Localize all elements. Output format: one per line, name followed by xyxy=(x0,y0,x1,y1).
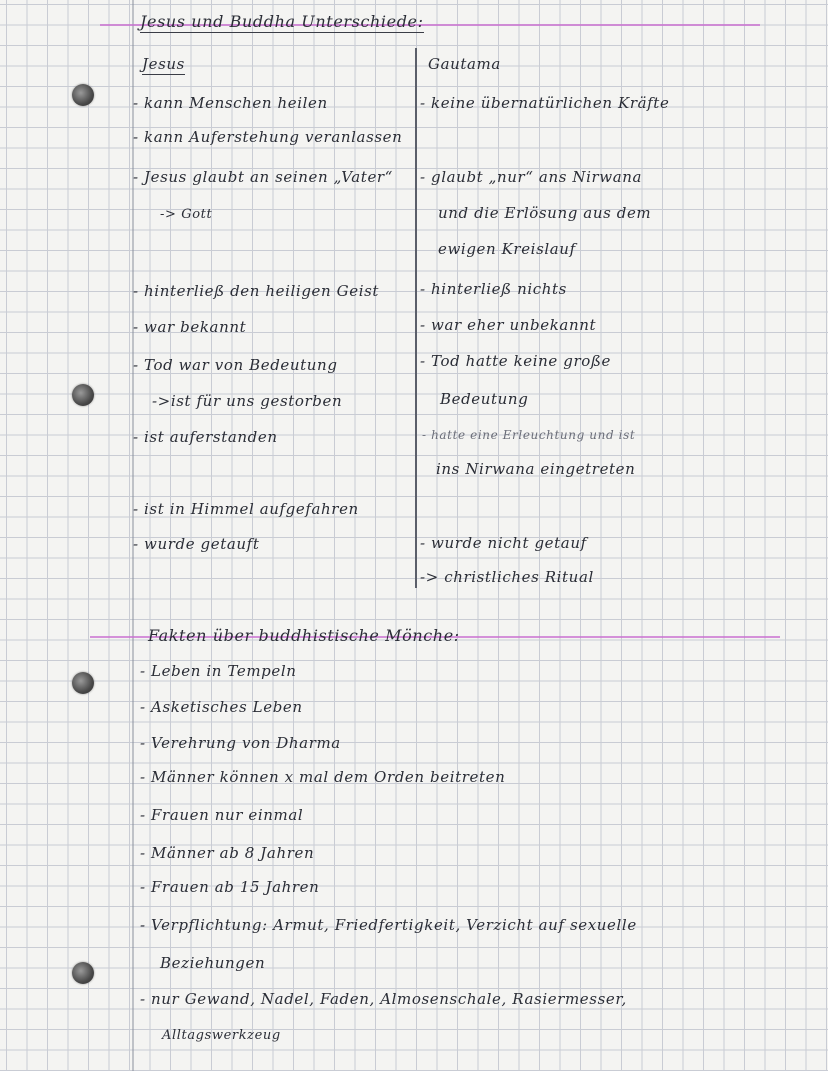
fact-item: Beziehungen xyxy=(160,954,266,972)
left-item: - kann Menschen heilen xyxy=(133,94,328,112)
right-item: - war eher unbekannt xyxy=(420,316,597,334)
fact-item: - Leben in Tempeln xyxy=(140,662,297,680)
left-item: - ist in Himmel aufgefahren xyxy=(133,500,359,518)
fact-item: - nur Gewand, Nadel, Faden, Almosenschale, Rasiermesser, xyxy=(140,990,627,1008)
right-item: Bedeutung xyxy=(440,390,529,408)
punch-hole xyxy=(72,672,94,694)
left-item: - Jesus glaubt an seinen „Vater“ xyxy=(133,168,393,186)
right-item: - hinterließ nichts xyxy=(420,280,567,298)
punch-hole xyxy=(72,84,94,106)
punch-hole xyxy=(72,384,94,406)
right-item: - Tod hatte keine große xyxy=(420,352,611,370)
fact-item: - Verpflichtung: Armut, Friedfertigkeit, Verzicht auf sexuelle xyxy=(140,916,637,934)
left-item: -> Gott xyxy=(160,207,213,222)
left-item: - ist auferstanden xyxy=(133,428,278,446)
left-item: ->ist für uns gestorben xyxy=(152,392,343,410)
left-item: - hinterließ den heiligen Geist xyxy=(133,282,380,300)
right-item: - keine übernatürlichen Kräfte xyxy=(420,94,670,112)
section1-title: Jesus und Buddha Unterschiede: xyxy=(140,12,424,31)
right-item: - hatte eine Erleuchtung und ist xyxy=(422,428,636,442)
fact-item: - Verehrung von Dharma xyxy=(140,734,341,752)
fact-item: - Frauen ab 15 Jahren xyxy=(140,878,320,896)
fact-item: - Männer können x mal dem Orden beitreten xyxy=(140,768,506,786)
column-divider xyxy=(415,48,417,588)
section2-title: Fakten über buddhistische Mönche: xyxy=(148,626,460,645)
left-item: - wurde getauft xyxy=(133,535,260,553)
fact-item: Alltagswerkzeug xyxy=(162,1028,281,1043)
fact-item: - Frauen nur einmal xyxy=(140,806,304,824)
left-item: - war bekannt xyxy=(133,318,247,336)
right-item: ewigen Kreislauf xyxy=(438,240,576,258)
punch-hole xyxy=(72,962,94,984)
right-item: -> christliches Ritual xyxy=(420,568,594,586)
right-item: ins Nirwana eingetreten xyxy=(436,460,636,478)
fact-item: - Asketisches Leben xyxy=(140,698,303,716)
left-item: - kann Auferstehung veranlassen xyxy=(133,128,403,146)
right-item: und die Erlösung aus dem xyxy=(438,204,652,222)
fact-item: - Männer ab 8 Jahren xyxy=(140,844,315,862)
right-item: - wurde nicht getauf xyxy=(420,534,587,552)
left-item: - Tod war von Bedeutung xyxy=(133,356,338,374)
left-column-header: Jesus xyxy=(142,55,185,73)
right-column-header: Gautama xyxy=(428,55,501,73)
right-item: - glaubt „nur“ ans Nirwana xyxy=(420,168,643,186)
